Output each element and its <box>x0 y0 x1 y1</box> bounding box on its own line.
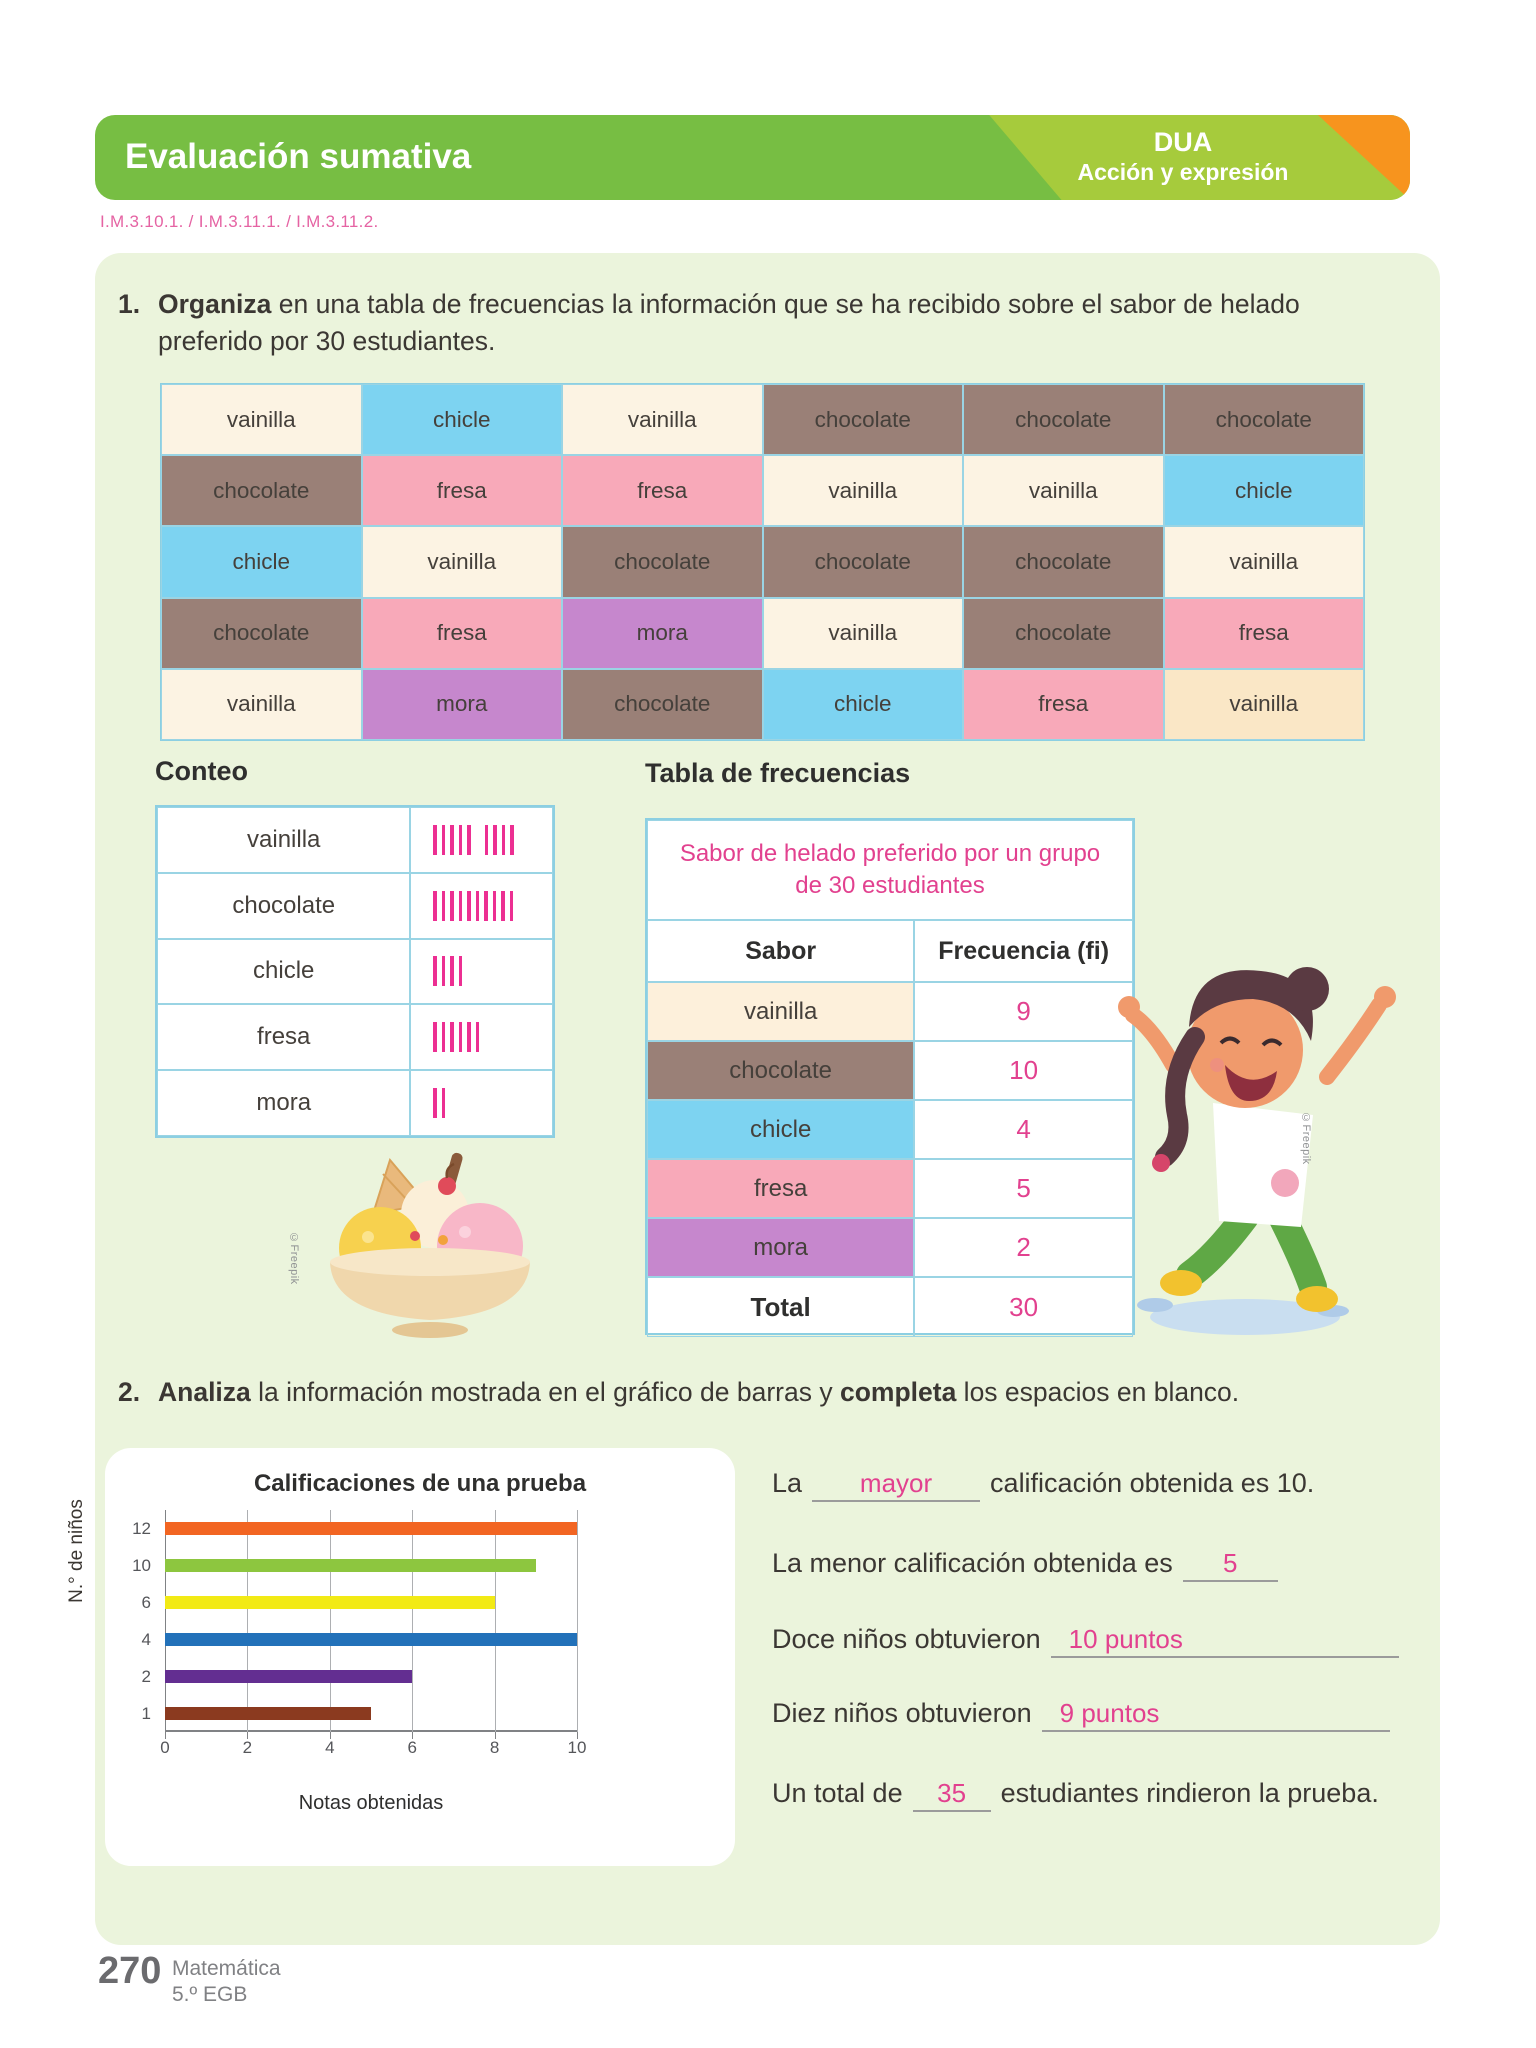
column-header-frecuencia: Frecuencia (fi) <box>914 920 1133 982</box>
chart-bar <box>165 1596 495 1609</box>
tally-mark <box>450 825 454 855</box>
flavor-cell: chicle <box>763 669 964 740</box>
tally-group <box>433 891 513 921</box>
freq-value: 10 <box>914 1041 1133 1100</box>
tally-mark <box>485 825 489 855</box>
tally-group <box>433 956 462 986</box>
flavor-cell: chicle <box>161 526 362 597</box>
answer-blank: 10 puntos <box>1051 1622 1399 1658</box>
dua-block <box>1018 126 1348 186</box>
flavor-cell: fresa <box>963 669 1164 740</box>
flavor-cell: vainilla <box>1164 669 1365 740</box>
girl-illustration <box>1095 945 1425 1345</box>
tally-mark <box>467 1022 471 1052</box>
sentence-text: Doce niños obtuvieron <box>772 1624 1041 1654</box>
freq-value: 5 <box>914 1159 1133 1218</box>
conteo-table <box>155 805 555 1138</box>
tally-mark <box>467 825 471 855</box>
page-title: Evaluación sumativa <box>125 137 472 176</box>
book-info <box>172 1956 281 2008</box>
exercise2-number: 2. <box>118 1377 141 1407</box>
fill-in-sentences <box>772 1448 1422 1918</box>
freq-flavor: chocolate <box>647 1041 914 1100</box>
flavor-cell: vainilla <box>562 384 763 455</box>
flavor-cell: vainilla <box>763 455 964 526</box>
flavor-cell: fresa <box>562 455 763 526</box>
tally-mark <box>442 1022 446 1052</box>
exercise2-verb: Analiza <box>158 1377 251 1407</box>
fill-in-sentence <box>772 1694 1422 1732</box>
answer-blank: 5 <box>1183 1546 1278 1582</box>
bar-chart-plot <box>160 1510 587 1757</box>
flavor-cell: fresa <box>362 455 563 526</box>
dua-sublabel: Acción y expresión <box>1077 159 1289 185</box>
tally-mark <box>433 1088 437 1118</box>
conteo-flavor: fresa <box>157 1004 410 1070</box>
exercise1-text: en una tabla de frecuencias la información que se ha recibido sobre el sabor de helado preferido por 30 estudiantes. <box>158 289 1300 356</box>
exercise2-statement <box>118 1374 1408 1411</box>
tally-group <box>433 825 471 855</box>
flavor-cell: fresa <box>362 598 563 669</box>
tally-mark <box>484 891 488 921</box>
chart-title: Calificaciones de una prueba <box>253 1470 587 1497</box>
chart-gridline <box>412 1510 413 1732</box>
flavor-cell: vainilla <box>963 455 1164 526</box>
conteo-flavor: vainilla <box>157 807 410 873</box>
chart-x-axis-line <box>165 1730 577 1732</box>
answer-blank: 9 puntos <box>1042 1696 1390 1732</box>
chart-gridline <box>495 1510 496 1732</box>
frequency-table-heading: Tabla de frecuencias <box>645 758 911 788</box>
sentence-text: La <box>772 1468 803 1498</box>
flavor-cell: chocolate <box>963 598 1164 669</box>
tally-mark <box>442 891 446 921</box>
y-tick-label: 2 <box>141 1667 151 1686</box>
tally-mark <box>493 891 497 921</box>
tally-marks <box>410 939 553 1005</box>
curriculum-codes: I.M.3.10.1. / I.M.3.11.1. / I.M.3.11.2. <box>100 212 379 231</box>
tally-mark <box>433 891 437 921</box>
conteo-flavor: chicle <box>157 939 410 1005</box>
tally-marks <box>410 1004 553 1070</box>
chart-gridline <box>330 1510 331 1732</box>
sentence-text: Un total de <box>772 1778 903 1808</box>
freq-value: 2 <box>914 1218 1133 1277</box>
page-number: 270 <box>98 1950 162 1992</box>
y-tick-label: 6 <box>141 1593 151 1612</box>
sentence-text: calificación obtenida es 10. <box>990 1468 1315 1498</box>
tally-marks <box>410 873 553 939</box>
freq-flavor: chicle <box>647 1100 914 1159</box>
exercise2-text-end: los espacios en blanco. <box>956 1377 1240 1407</box>
flavor-cell: chocolate <box>1164 384 1365 455</box>
conteo-heading: Conteo <box>155 756 248 786</box>
flavor-cell: chicle <box>1164 455 1365 526</box>
fill-in-sentence <box>772 1464 1422 1502</box>
tally-mark <box>459 956 463 986</box>
flavor-cell: chocolate <box>963 526 1164 597</box>
chart-gridline <box>165 1510 166 1732</box>
x-tick-label: 8 <box>489 1738 500 1757</box>
tally-mark <box>467 891 471 921</box>
bar-chart-card <box>66 1448 735 1866</box>
freq-value: 4 <box>914 1100 1133 1159</box>
tally-mark <box>450 1022 454 1052</box>
flavor-cell: chocolate <box>763 384 964 455</box>
tally-mark <box>510 891 514 921</box>
tally-mark <box>476 1022 480 1052</box>
x-tick-label: 0 <box>160 1738 170 1757</box>
tally-mark <box>476 891 480 921</box>
fill-in-sentence <box>772 1774 1422 1812</box>
book-title: Matemática <box>172 1957 281 1980</box>
exercise2-verb2: completa <box>839 1377 957 1407</box>
tally-mark <box>459 891 463 921</box>
flavor-cell: vainilla <box>1164 526 1365 597</box>
y-tick-label: 4 <box>141 1630 151 1649</box>
flavor-cell: chocolate <box>161 455 362 526</box>
tally-mark <box>450 891 454 921</box>
flavor-cell: mora <box>362 669 563 740</box>
tally-mark <box>450 956 454 986</box>
sentence-text: La menor calificación obtenida es <box>772 1548 1173 1578</box>
tally-mark <box>442 825 446 855</box>
sentence-text: estudiantes rindieron la prueba. <box>1000 1778 1379 1808</box>
freq-flavor: mora <box>647 1218 914 1277</box>
chart-bar <box>165 1559 536 1572</box>
freepik-credit: ©Freepik <box>288 1232 300 1285</box>
tally-mark <box>459 1022 463 1052</box>
exercise1-verb: Organiza <box>158 289 272 319</box>
dua-label: DUA <box>1153 127 1213 157</box>
flavor-cell: chocolate <box>562 526 763 597</box>
tally-group <box>485 825 514 855</box>
x-tick-label: 4 <box>325 1738 335 1757</box>
flavor-cell: chicle <box>362 384 563 455</box>
flavor-cell: chocolate <box>562 669 763 740</box>
freq-flavor: fresa <box>647 1159 914 1218</box>
chart-y-axis-label: N.° de niños <box>66 1499 87 1603</box>
freq-flavor: vainilla <box>647 982 914 1041</box>
y-tick-label: 12 <box>132 1519 151 1538</box>
chart-bar <box>165 1670 412 1683</box>
tally-mark <box>502 825 506 855</box>
y-tick-label: 10 <box>132 1556 151 1575</box>
tally-mark <box>442 1088 446 1118</box>
tally-group <box>433 1022 479 1052</box>
chart-x-axis-label: Notas obtenidas <box>298 1792 444 1814</box>
answer-blank: mayor <box>812 1466 980 1502</box>
tally-mark <box>459 825 463 855</box>
tally-mark <box>433 956 437 986</box>
exercise2-text: la información mostrada en el gráfico de barras y <box>250 1377 840 1407</box>
frequency-table-title: Sabor de helado preferido por un grupo de 30 estudiantes <box>647 820 1133 920</box>
x-tick-label: 2 <box>242 1738 253 1757</box>
flavor-cell: mora <box>562 598 763 669</box>
tally-mark <box>510 825 514 855</box>
flavor-cell: vainilla <box>763 598 964 669</box>
tally-mark <box>501 891 505 921</box>
tally-marks <box>410 807 553 873</box>
chart-bar <box>165 1707 371 1720</box>
tally-mark <box>493 825 497 855</box>
frequency-table <box>645 818 1135 1335</box>
flavor-cell: chocolate <box>161 598 362 669</box>
exercise1-number: 1. <box>118 289 141 319</box>
freq-total-value: 30 <box>914 1277 1133 1337</box>
chart-bar <box>165 1633 577 1646</box>
tally-marks <box>410 1070 553 1136</box>
freq-total-label: Total <box>647 1277 914 1337</box>
tally-group <box>433 1088 445 1118</box>
conteo-flavor: chocolate <box>157 873 410 939</box>
flavor-cell: vainilla <box>161 669 362 740</box>
column-header-sabor: Sabor <box>647 920 914 982</box>
freepik-credit: ©Freepik <box>1300 1112 1312 1165</box>
flavor-cell: chocolate <box>963 384 1164 455</box>
flavor-cell: chocolate <box>763 526 964 597</box>
conteo-flavor: mora <box>157 1070 410 1136</box>
freq-value: 9 <box>914 982 1133 1041</box>
x-tick-label: 6 <box>407 1738 417 1757</box>
flavor-grid <box>160 383 1365 741</box>
sentence-text: Diez niños obtuvieron <box>772 1698 1032 1728</box>
tally-mark <box>442 956 446 986</box>
flavor-cell: vainilla <box>362 526 563 597</box>
tally-mark <box>433 1022 437 1052</box>
answer-blank: 35 <box>913 1776 991 1812</box>
fill-in-sentence <box>772 1620 1422 1658</box>
header-banner <box>95 115 1410 200</box>
book-grade: 5.º EGB <box>172 1983 248 2006</box>
exercise1-statement <box>118 286 1408 360</box>
chart-bar <box>165 1522 577 1535</box>
chart-gridline <box>577 1510 578 1732</box>
tally-mark <box>433 825 437 855</box>
x-tick-label: 10 <box>567 1738 587 1757</box>
ice-cream-illustration <box>295 1142 565 1347</box>
chart-y-tick-labels <box>115 1510 157 1732</box>
y-tick-label: 1 <box>141 1704 151 1723</box>
chart-gridline <box>247 1510 248 1732</box>
flavor-cell: vainilla <box>161 384 362 455</box>
flavor-cell: fresa <box>1164 598 1365 669</box>
fill-in-sentence <box>772 1544 1422 1582</box>
